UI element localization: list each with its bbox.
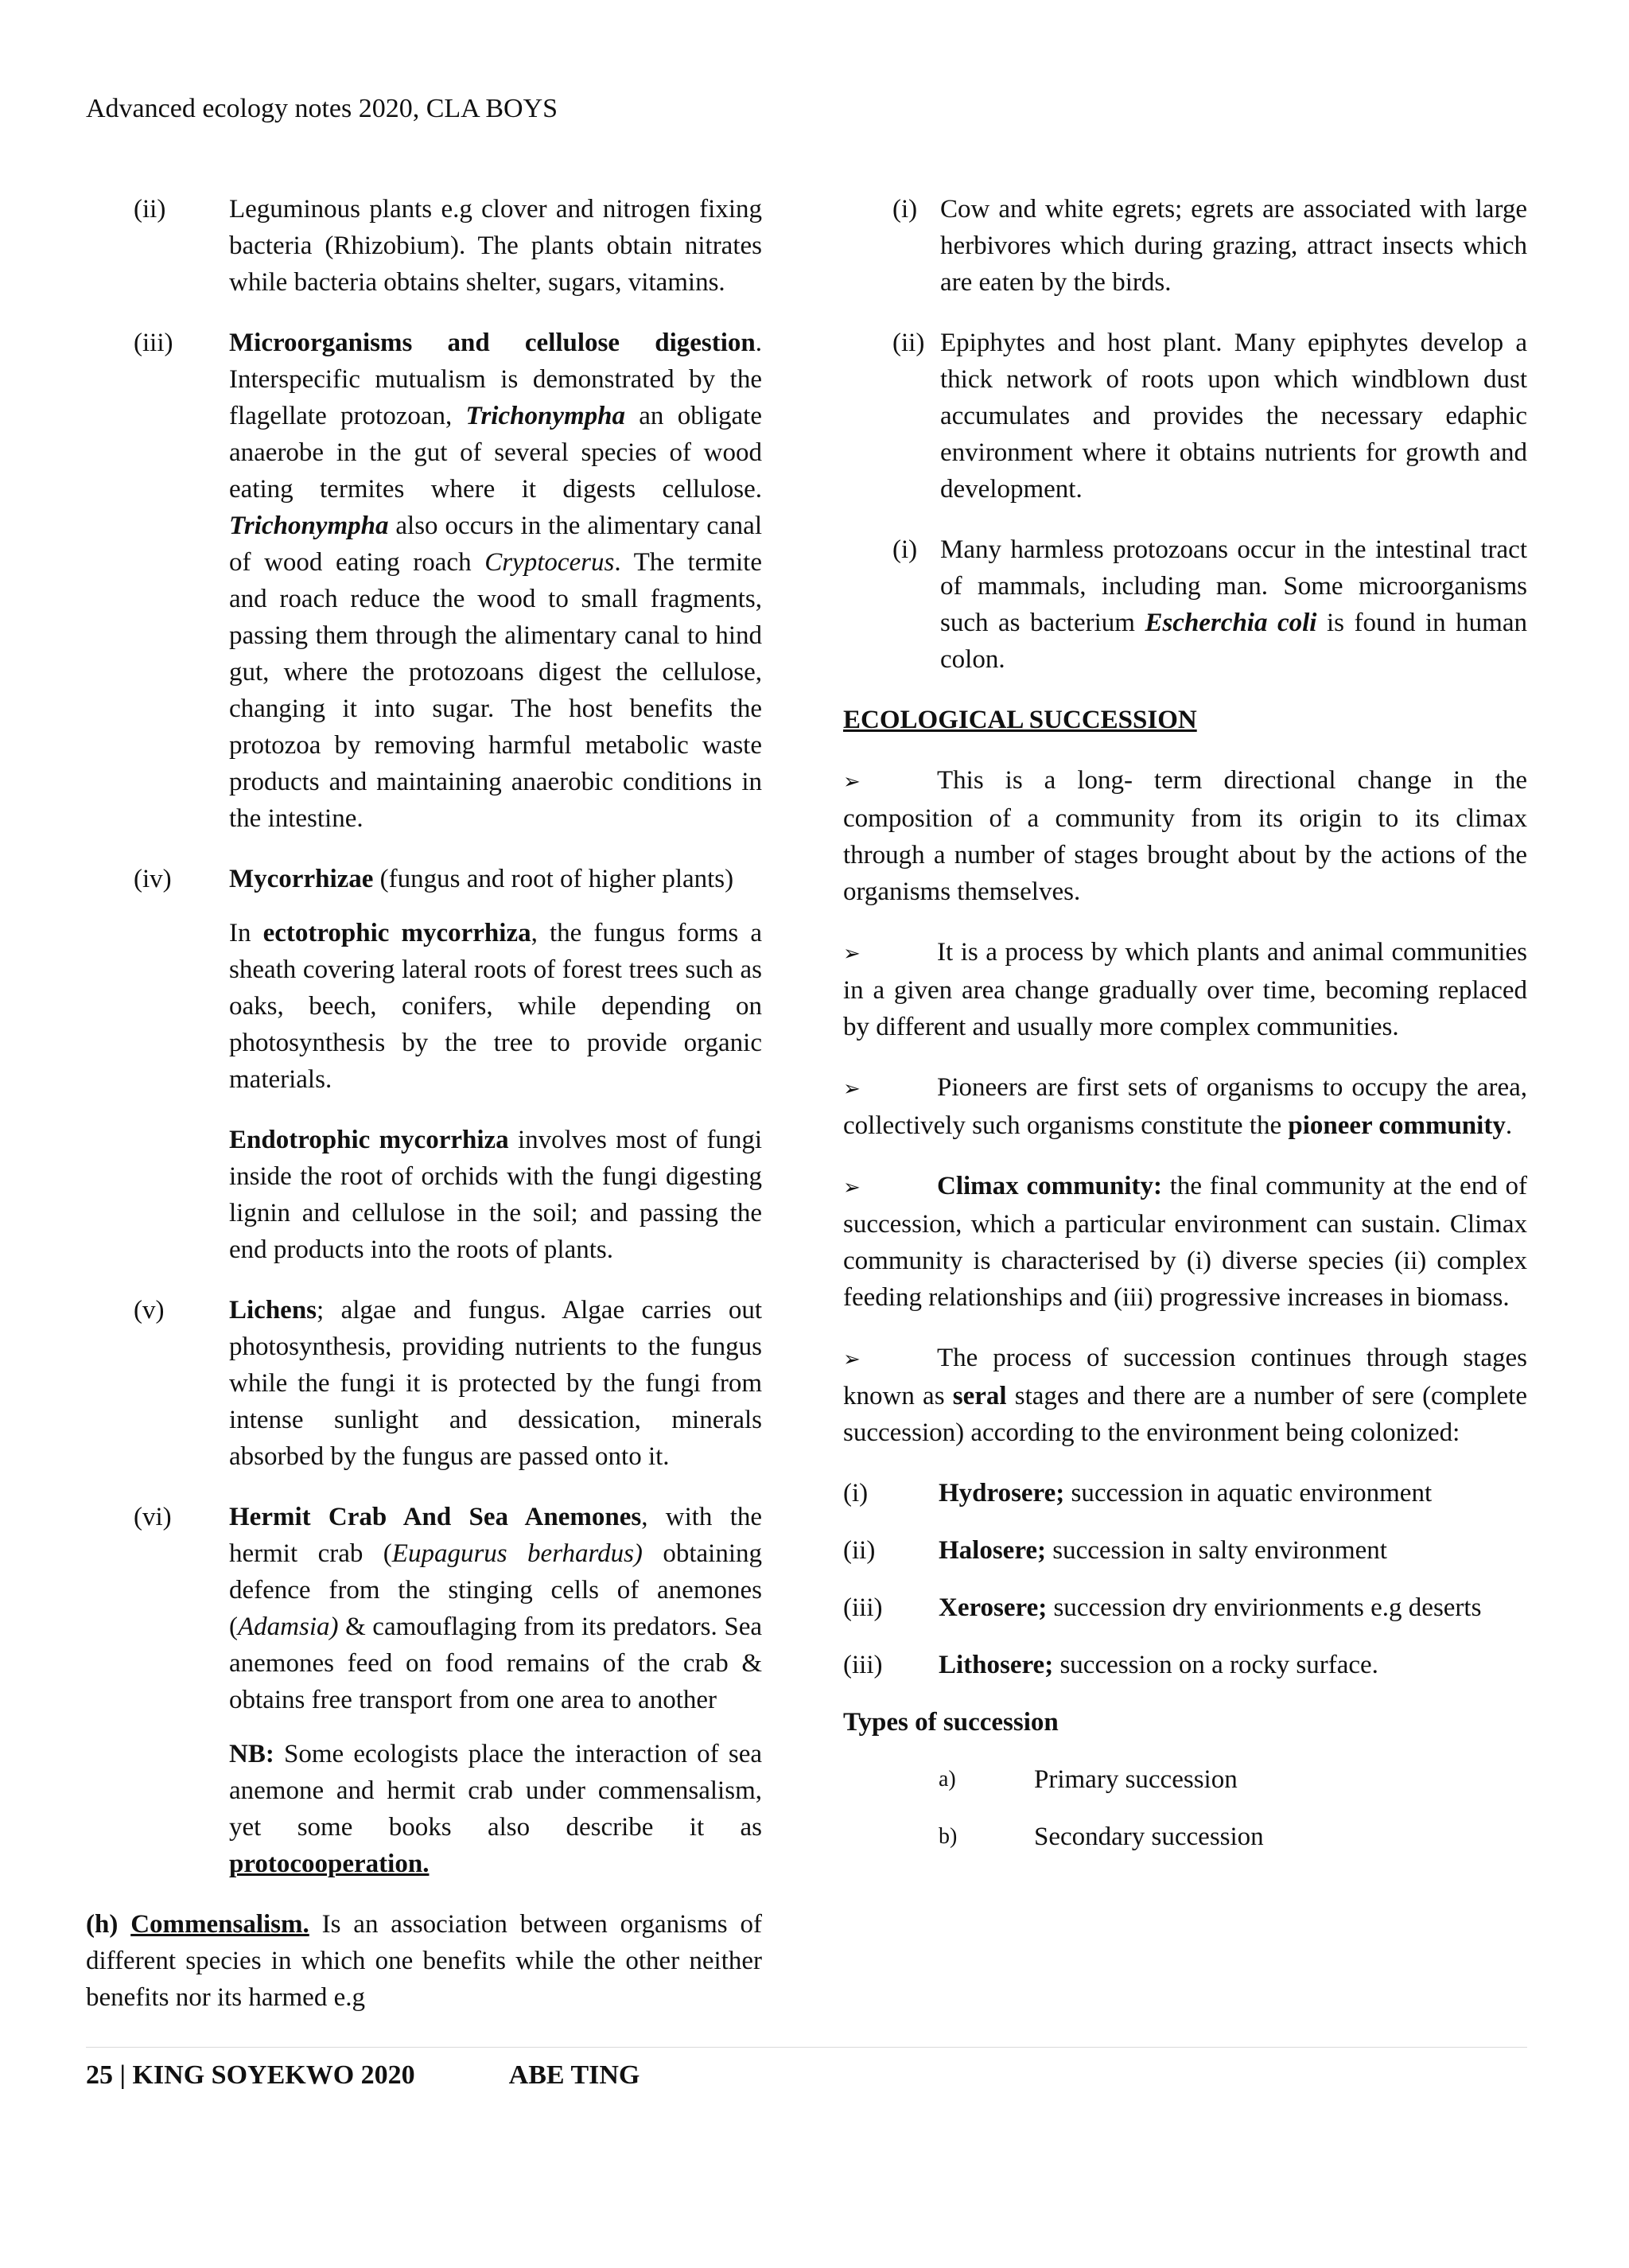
item-text (229, 1499, 762, 1718)
item-heading: Hermit Crab And Sea Anemones (229, 1503, 642, 1531)
item-number: (v) (134, 1296, 165, 1325)
type-letter: a) (939, 1767, 956, 1791)
sub-paragraph (181, 915, 762, 1098)
list-item (843, 1761, 1527, 1798)
item-text (229, 1292, 762, 1475)
sere-number: (iii) (843, 1651, 883, 1679)
sere-name: Halosere; (939, 1536, 1047, 1565)
nb-note (181, 1736, 762, 1882)
text-run: & camouflaging from its predators. Sea anemones feed on food remains of the crab & obtains free transport from one area to another (229, 1612, 762, 1714)
text-run: . The termite and roach reduce the wood to small fragments, passing them through the alimentary canal to hind gut, where the protozoans digest the cellulose, changing it into sugar. The host benefits the protozoa by removing harmful metabolic waste products and maintaining anaerobic conditions in the intestine. (229, 548, 762, 833)
text-run: Pioneers are first sets of organisms to occupy the area, collectively such organisms constitute the (843, 1073, 1527, 1140)
list-item (86, 325, 762, 837)
term: Endotrophic mycorrhiza (229, 1126, 509, 1154)
page-header: Advanced ecology notes 2020, CLA BOYS (86, 94, 558, 123)
footer-author: ABE TING (508, 2060, 640, 2090)
sere-item (843, 1647, 1527, 1683)
list-item (843, 1819, 1527, 1855)
item-number: (vi) (134, 1503, 172, 1531)
right-column (843, 191, 1527, 1876)
commensalism-paragraph (86, 1906, 762, 2016)
text-run: stages and there are a number of sere (complete succession) according to the environment being colonized: (843, 1382, 1527, 1447)
sere-desc: succession in aquatic environment (1064, 1479, 1433, 1507)
species-name: Escherchia coli (1145, 609, 1317, 637)
sere-item (843, 1475, 1527, 1511)
species-name: Eupagurus berhardus) (391, 1539, 643, 1568)
sere-number: (iii) (843, 1593, 883, 1622)
text-run: . Interspecific mutualism is demonstrated by the flagellate protozoan, (229, 329, 762, 430)
type-text: Secondary succession (1034, 1823, 1264, 1851)
text-run: obtaining defence from the stinging cells of anemones ( (229, 1539, 762, 1641)
item-number: (ii) (892, 329, 925, 357)
text-run: , the fungus forms a sheath covering lateral roots of forest trees such as oaks, beech, conifers, while depending on photosynthesis by the tree to provide organic materials. (229, 919, 762, 1094)
species-name: Trichonympha (229, 512, 389, 540)
bullet-point (843, 1069, 1527, 1144)
text-run: This is a long- term directional change in the composition of a community from its origin to its climax through a number of stages brought about by the actions of the organisms themselves. (843, 766, 1527, 906)
bullet-point (843, 762, 1527, 910)
item-number: (i) (892, 195, 918, 224)
text-run: also occurs in the alimentary canal of wood eating roach (229, 512, 762, 577)
text-run: In (229, 919, 263, 947)
item-heading: Mycorrhizae (229, 865, 374, 893)
item-text: Leguminous plants e.g clover and nitrogen fixing bacteria (Rhizobium). The plants obtain nitrates while bacteria obtains shelter, sugars, vitamins. (229, 195, 762, 297)
item-number: (iv) (134, 865, 172, 893)
section-title: ECOLOGICAL SUCCESSION (843, 706, 1197, 734)
list-item (86, 191, 762, 301)
item-heading: Lichens (229, 1296, 317, 1325)
nb-label: NB: (229, 1740, 274, 1768)
term: pioneer community (1288, 1111, 1506, 1140)
species-name: Adamsia) (238, 1612, 339, 1641)
text-run: . (1505, 1111, 1513, 1140)
type-text: Primary succession (1034, 1765, 1238, 1794)
list-item (843, 531, 1527, 678)
arrow-bullet-icon: ➢ (843, 1176, 861, 1200)
item-text (940, 531, 1527, 678)
sere-name: Hydrosere; (939, 1479, 1065, 1507)
bullet-point (843, 934, 1527, 1045)
item-text: Epiphytes and host plant. Many epiphytes develop a thick network of roots upon which windblown dust accumulates and provides the necessary edaphic environment where it obtains nutrients for growth and development. (940, 329, 1527, 504)
text-run: an obligate anaerobe in the gut of several species of wood eating termites where it digests cellulose. (229, 402, 762, 504)
types-heading: Types of succession (843, 1708, 1059, 1737)
sere-desc: succession on a rocky surface. (1053, 1651, 1378, 1679)
species-name: Cryptocerus (484, 548, 615, 577)
text-run: is found in human colon. (940, 609, 1527, 674)
sere-number: (i) (843, 1479, 869, 1507)
text-run: , with the hermit crab ( (229, 1503, 763, 1568)
arrow-bullet-icon: ➢ (843, 770, 861, 794)
sere-name: Xerosere; (939, 1593, 1048, 1622)
bullet-point (843, 1168, 1527, 1316)
item-number: (iii) (134, 329, 173, 357)
sere-number: (ii) (843, 1536, 876, 1565)
arrow-bullet-icon: ➢ (843, 1348, 861, 1371)
item-number: (ii) (134, 195, 166, 224)
species-name: Trichonympha (465, 402, 625, 430)
page-footer (86, 2060, 640, 2091)
text-run: the final community at the end of succession, which a particular environment can sustain. Climax community is characterised by (i) diverse species (ii) complex feeding relationships and (iii) progressive increases in biomass. (843, 1172, 1527, 1312)
sere-name: Lithosere; (939, 1651, 1054, 1679)
item-text (229, 861, 762, 897)
text-run: involves most of fungi inside the root of orchids with the fungi digesting lignin and cellulose in the soil; and passing the end products into the roots of plants. (229, 1126, 762, 1264)
sub-paragraph (181, 1122, 762, 1268)
list-item (843, 325, 1527, 508)
term: seral (952, 1382, 1007, 1410)
term: Climax community: (937, 1172, 1162, 1200)
list-item (843, 191, 1527, 301)
item-text (229, 325, 762, 837)
section-label: (h) (86, 1910, 131, 1939)
footer-page-info: 25 | KING SOYEKWO 2020 (86, 2060, 415, 2090)
section-heading: Commensalism. (130, 1910, 309, 1939)
text-run: It is a process by which plants and animal communities in a given area change gradually over time, becoming replaced by different and usually more complex communities. (843, 938, 1527, 1041)
item-number: (i) (892, 535, 918, 564)
type-letter: b) (939, 1824, 958, 1849)
text-run: The process of succession continues through stages known as (843, 1344, 1527, 1410)
footer-divider (86, 2047, 1527, 2048)
text-run: Some ecologists place the interaction of sea anemone and hermit crab under commensalism, yet some books also describe it as (229, 1740, 762, 1842)
list-item (86, 1292, 762, 1475)
left-column (86, 191, 762, 2040)
text-run: Many harmless protozoans occur in the intestinal tract of mammals, including man. Some microorganisms such as bacterium (940, 535, 1527, 637)
list-item (86, 1499, 762, 1718)
sere-item (843, 1589, 1527, 1626)
text-run: ; algae and fungus. Algae carries out photosynthesis, providing nutrients to the fungus while the fungi it is protected by the fungi from intense sunlight and dessication, minerals absorbed by the fungus are passed onto it. (229, 1296, 762, 1471)
sere-desc: succession in salty environment (1046, 1536, 1387, 1565)
term: ectotrophic mycorrhiza (262, 919, 531, 947)
term: protocooperation. (229, 1850, 430, 1878)
item-heading: Microorganisms and cellulose digestion (229, 329, 756, 357)
text-run: Is an association between organisms of different species in which one benefits while the other neither benefits nor its harmed e.g (86, 1910, 762, 2012)
sere-item (843, 1532, 1527, 1569)
bullet-point (843, 1340, 1527, 1451)
arrow-bullet-icon: ➢ (843, 942, 861, 966)
item-text: Cow and white egrets; egrets are associated with large herbivores which during grazing, attract insects which are eaten by the birds. (940, 195, 1527, 297)
list-item (86, 861, 762, 897)
text-run: (fungus and root of higher plants) (373, 865, 734, 893)
sere-desc: succession dry envirionments e.g deserts (1047, 1593, 1482, 1622)
arrow-bullet-icon: ➢ (843, 1077, 861, 1101)
